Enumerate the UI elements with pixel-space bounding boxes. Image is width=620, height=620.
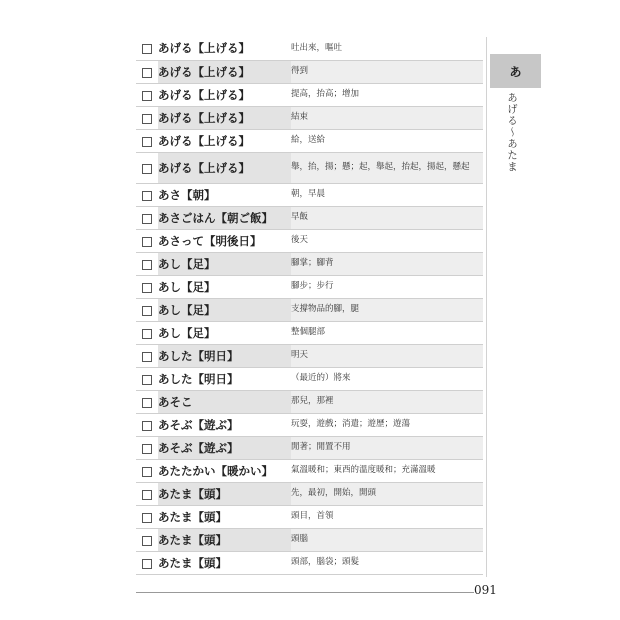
checkbox[interactable]	[142, 352, 152, 362]
vocab-word: あげる【上げる】	[158, 60, 291, 83]
vocab-row	[136, 344, 483, 367]
vocab-word: あたま【頭】	[158, 528, 291, 551]
checkbox[interactable]	[142, 559, 152, 569]
vocab-word: あし【足】	[158, 321, 291, 344]
vocab-row	[136, 275, 483, 298]
vocab-word: あげる【上げる】	[158, 37, 291, 60]
checkbox[interactable]	[142, 513, 152, 523]
vocab-row	[136, 505, 483, 528]
vocab-meaning: （最近的）將來	[291, 367, 483, 390]
checkbox[interactable]	[142, 164, 152, 174]
vocab-meaning: 頭腦	[291, 528, 483, 551]
column-divider	[486, 37, 487, 577]
checkbox[interactable]	[142, 467, 152, 477]
vocab-row	[136, 106, 483, 129]
vocab-meaning: 得到	[291, 60, 483, 83]
vocab-word: あした【明日】	[158, 367, 291, 390]
vocab-row	[136, 298, 483, 321]
vocab-word: あさごはん【朝ご飯】	[158, 206, 291, 229]
vocab-word: あし【足】	[158, 252, 291, 275]
vocab-word: あさ【朝】	[158, 183, 291, 206]
vocab-row	[136, 229, 483, 252]
vocab-meaning: 後天	[291, 229, 483, 252]
vocabulary-table	[136, 37, 483, 575]
page-number: 091	[474, 583, 497, 597]
vocab-meaning: 明天	[291, 344, 483, 367]
vocab-row	[136, 528, 483, 551]
checkbox[interactable]	[142, 329, 152, 339]
vocab-word: あそぶ【遊ぶ】	[158, 436, 291, 459]
vocab-meaning: 玩耍，遊戲；消遣；遊歷；遊蕩	[291, 413, 483, 436]
checkbox[interactable]	[142, 237, 152, 247]
vocab-word: あたま【頭】	[158, 551, 291, 574]
vocab-meaning: 先，最初，開始，開頭	[291, 482, 483, 505]
checkbox[interactable]	[142, 306, 152, 316]
checkbox[interactable]	[142, 421, 152, 431]
vocab-meaning: 頭部，腦袋；頭髮	[291, 551, 483, 574]
vocab-row	[136, 413, 483, 436]
entry-range-label: あげる～あたま	[506, 92, 518, 173]
vocab-word: あたたかい【暖かい】	[158, 459, 291, 482]
checkbox[interactable]	[142, 398, 152, 408]
vocab-row	[136, 152, 483, 183]
vocab-row	[136, 390, 483, 413]
vocab-meaning: 結束	[291, 106, 483, 129]
footer-rule	[136, 592, 474, 593]
vocab-word: あし【足】	[158, 298, 291, 321]
checkbox[interactable]	[142, 536, 152, 546]
vocab-meaning: 閒著；閒置不用	[291, 436, 483, 459]
vocab-word: あそこ	[158, 390, 291, 413]
checkbox[interactable]	[142, 490, 152, 500]
vocab-row	[136, 83, 483, 106]
vocab-word: あそぶ【遊ぶ】	[158, 413, 291, 436]
vocab-row	[136, 459, 483, 482]
vocab-word: あたま【頭】	[158, 482, 291, 505]
vocab-meaning: 支撐物品的腳，腿	[291, 298, 483, 321]
checkbox[interactable]	[142, 68, 152, 78]
checkbox[interactable]	[142, 191, 152, 201]
checkbox[interactable]	[142, 444, 152, 454]
vocab-word: あたま【頭】	[158, 505, 291, 528]
vocab-word: あした【明日】	[158, 344, 291, 367]
vocab-row	[136, 129, 483, 152]
checkbox[interactable]	[142, 283, 152, 293]
vocab-word: あさって【明後日】	[158, 229, 291, 252]
vocab-word: あげる【上げる】	[158, 83, 291, 106]
vocab-word: あし【足】	[158, 275, 291, 298]
vocab-meaning: 吐出來，嘔吐	[291, 37, 483, 60]
vocab-row	[136, 436, 483, 459]
vocab-row	[136, 37, 483, 60]
vocab-meaning: 頭目，首領	[291, 505, 483, 528]
vocab-row	[136, 183, 483, 206]
vocab-row	[136, 551, 483, 574]
vocab-row	[136, 206, 483, 229]
checkbox[interactable]	[142, 114, 152, 124]
vocab-meaning: 舉，抬，揚；懸；起，舉起，抬起，揚起，懸起	[291, 152, 483, 183]
checkbox[interactable]	[142, 260, 152, 270]
checkbox[interactable]	[142, 137, 152, 147]
vocab-row	[136, 252, 483, 275]
vocab-meaning: 早飯	[291, 206, 483, 229]
vocab-word: あげる【上げる】	[158, 152, 291, 183]
vocab-row	[136, 321, 483, 344]
vocab-word: あげる【上げる】	[158, 106, 291, 129]
vocab-meaning: 氣溫暖和；東西的溫度暖和；充滿溫暖	[291, 459, 483, 482]
vocab-meaning: 朝，早晨	[291, 183, 483, 206]
vocab-meaning: 腳掌；腳背	[291, 252, 483, 275]
vocab-meaning: 那兒，那裡	[291, 390, 483, 413]
vocab-meaning: 給，送給	[291, 129, 483, 152]
vocab-row	[136, 60, 483, 83]
vocab-row	[136, 367, 483, 390]
vocab-row	[136, 482, 483, 505]
vocab-meaning: 整個腿部	[291, 321, 483, 344]
checkbox[interactable]	[142, 44, 152, 54]
vocab-meaning: 腳步；步行	[291, 275, 483, 298]
checkbox[interactable]	[142, 375, 152, 385]
checkbox[interactable]	[142, 91, 152, 101]
index-tab: あ	[490, 54, 541, 88]
checkbox[interactable]	[142, 214, 152, 224]
vocab-meaning: 提高，抬高；增加	[291, 83, 483, 106]
vocab-word: あげる【上げる】	[158, 129, 291, 152]
